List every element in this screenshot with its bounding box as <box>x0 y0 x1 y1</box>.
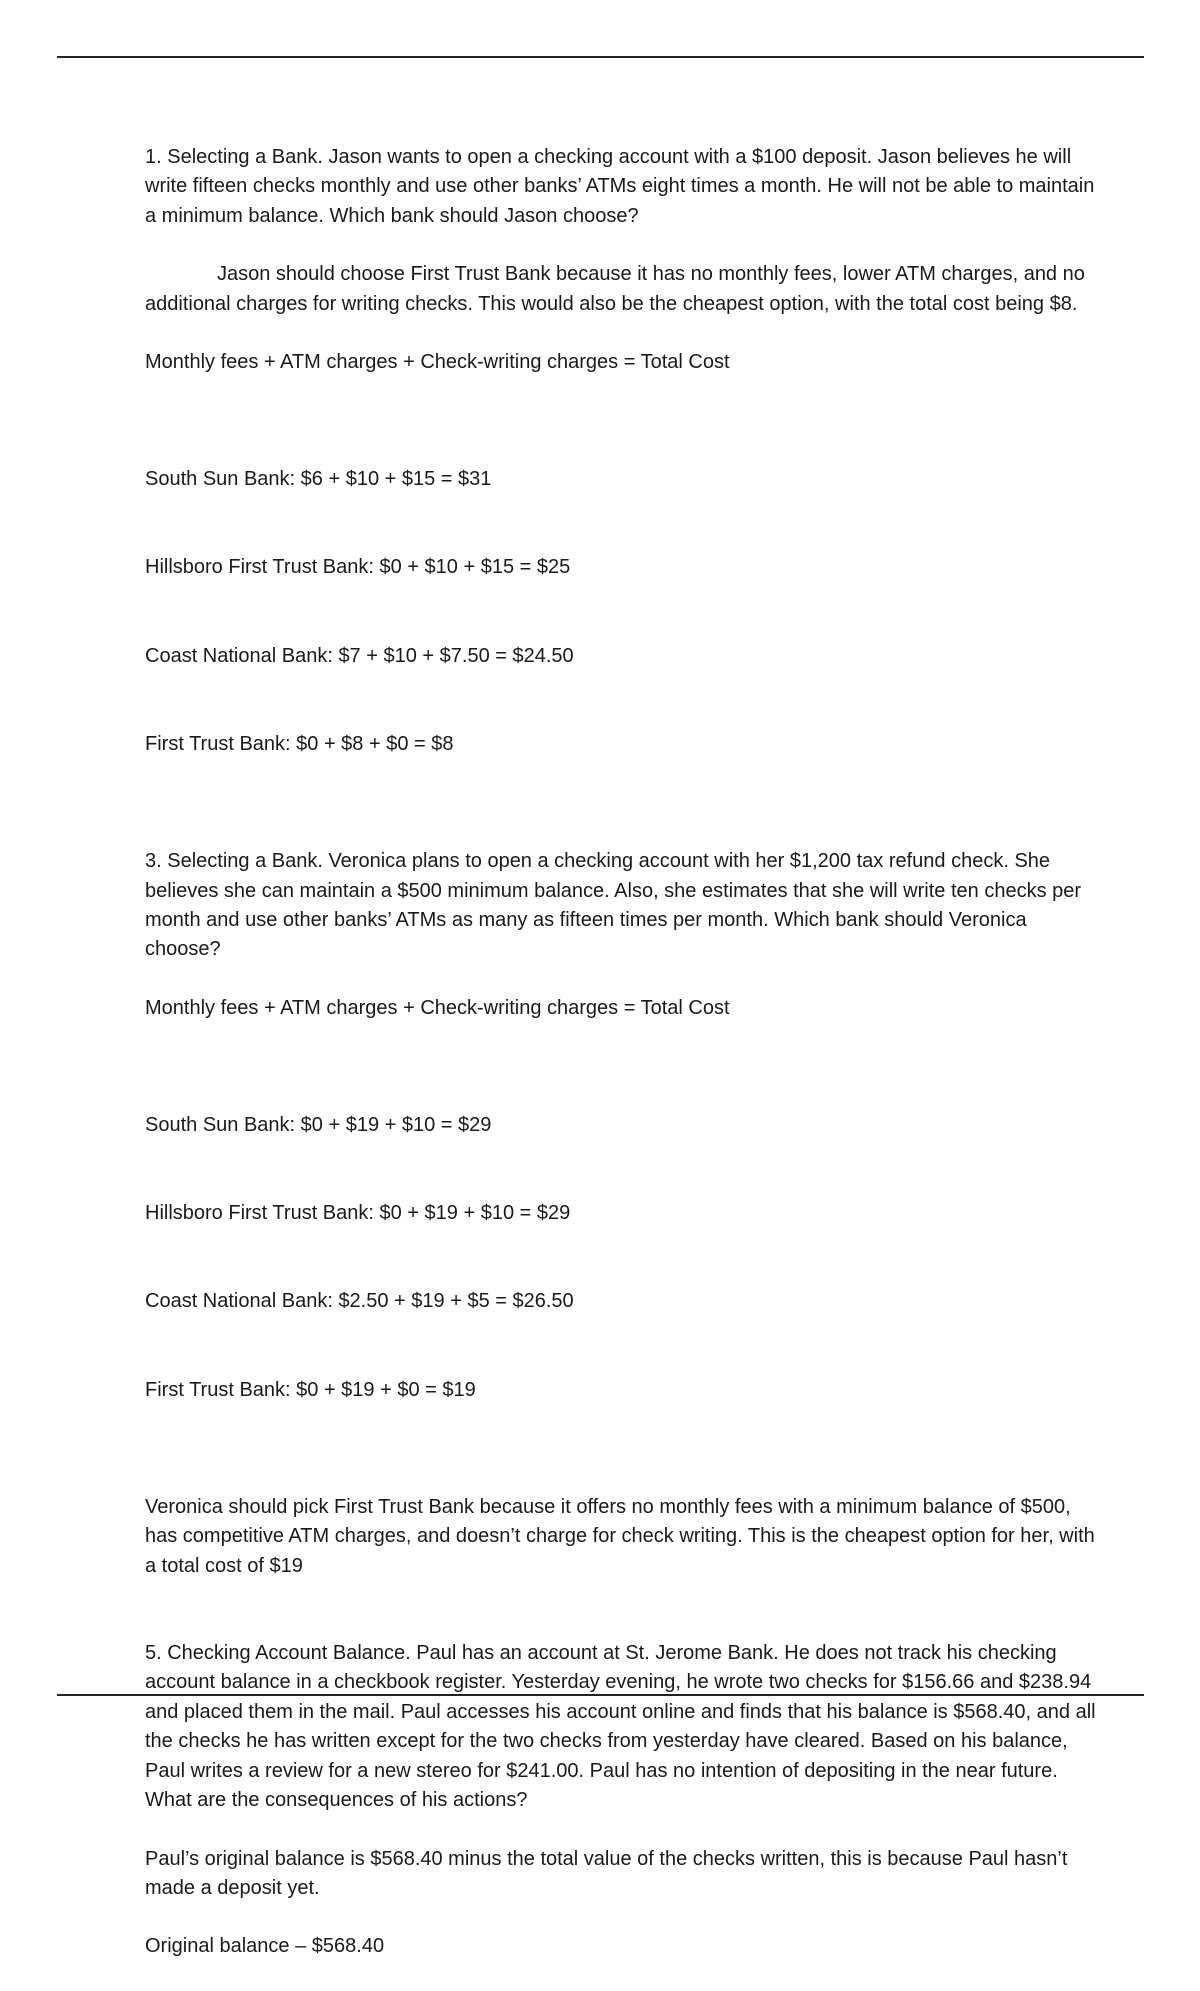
q1-bank-line: Coast National Bank: $7 + $10 + $7.50 = $24.50 <box>145 644 574 667</box>
q3-bank-line: First Trust Bank: $0 + $19 + $0 = $19 <box>145 1378 476 1401</box>
q1-question: 1. Selecting a Bank. Jason wants to open a checking account with a $100 deposit. Jason believes he will write fifteen checks monthly and use other banks’ ATMs eight times a month. He will not be able to maintain a minimum balance. Which bank should Jason choose? <box>145 146 1100 227</box>
q5-question: 5. Checking Account Balance. Paul has an account at St. Jerome Bank. He does not track his checking account balance in a checkbook register. Yesterday evening, he wrote two checks for $156.66 and $238.94 and placed them in the mail. Paul accesses his account online and finds that his balance is $568.40, and all the checks he has written except for the two checks from yesterday have cleared. Based on his balance, Paul writes a review for a new stereo for $241.00. Paul has no intention of depositing in the near future. What are the consequences of his actions? <box>145 1642 1102 1812</box>
q3-bank-line: Coast National Bank: $2.50 + $19 + $5 = $26.50 <box>145 1290 574 1313</box>
q1-bank-line: Hillsboro First Trust Bank: $0 + $10 + $15 = $25 <box>145 556 571 579</box>
q3-bank-line: Hillsboro First Trust Bank: $0 + $19 + $10 = $29 <box>145 1202 571 1225</box>
header-rule <box>57 56 1144 58</box>
q3-bank-line: South Sun Bank: $0 + $19 + $10 = $29 <box>145 1113 492 1136</box>
q1-bank-list <box>145 406 1100 818</box>
footer-rule <box>57 1694 1144 1696</box>
document-body <box>145 143 1100 1991</box>
q1-bank-line: First Trust Bank: $0 + $8 + $0 = $8 <box>145 732 454 755</box>
q3-answer: Veronica should pick First Trust Bank because it offers no monthly fees with a minimum balance of $500, has competitive ATM charges, and doesn’t charge for check writing. This is the cheapest option for her, with a total cost of $19 <box>145 1495 1101 1577</box>
q5-original-balance: Original balance – $568.40 <box>145 1935 385 1958</box>
q1-answer: Jason should choose First Trust Bank because it has no monthly fees, lower ATM charges, and no additional charges for writing checks. This would also be the cheapest option, with the total cost being $8. <box>145 263 1091 315</box>
q1-bank-line: South Sun Bank: $6 + $10 + $15 = $31 <box>145 468 492 491</box>
q3-formula: Monthly fees + ATM charges + Check-writing charges = Total Cost <box>145 996 730 1019</box>
q3-question: 3. Selecting a Bank. Veronica plans to open a checking account with her $1,200 tax refund check. She believes she can maintain a $500 minimum balance. Also, she estimates that she will write ten checks per month and use other banks’ ATMs as many as fifteen times per month. Which bank should Veronica choose? <box>145 850 1087 961</box>
q3-bank-list <box>145 1052 1100 1464</box>
q1-formula: Monthly fees + ATM charges + Check-writing charges = Total Cost <box>145 351 730 374</box>
q5-answer: Paul’s original balance is $568.40 minus the total value of the checks written, this is because Paul hasn’t made a deposit yet. <box>145 1847 1073 1899</box>
